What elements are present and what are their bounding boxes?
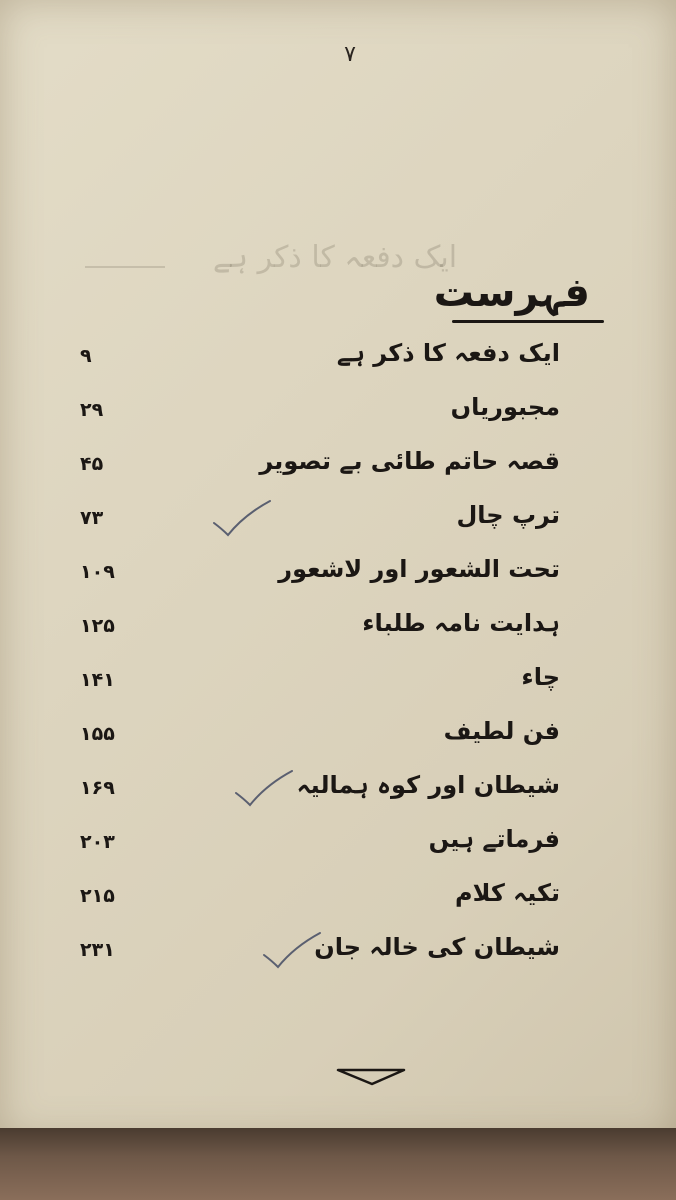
entry-page-number: ۱۴۱: [80, 669, 115, 691]
entry-title: ایک دفعہ کا ذکر ہے: [336, 339, 560, 367]
toc-entry: [60, 497, 560, 551]
toc-entry: [60, 821, 560, 875]
entry-page-number: ۷۳: [80, 507, 104, 529]
entry-page-number: ۲۳۱: [80, 939, 115, 961]
bleed-through-rule: [85, 266, 165, 268]
entry-title: شیطان اور کوہ ہمالیہ: [296, 771, 560, 799]
entry-title: ترپ چال: [456, 501, 560, 529]
entry-page-number: ۹: [80, 345, 92, 367]
entry-page-number: ۱۰۹: [80, 561, 115, 583]
entry-title: ہدایت نامہ طلباء: [362, 609, 560, 637]
toc-entry: [60, 659, 560, 713]
heading-underline: [452, 320, 604, 323]
end-ornament-icon: [336, 1066, 406, 1088]
toc-entry: [60, 335, 560, 389]
entry-title: فرماتے ہیں: [428, 825, 560, 853]
page-number: ۷: [344, 42, 356, 67]
table-of-contents: [60, 335, 560, 983]
entry-page-number: ۲۰۳: [80, 831, 115, 853]
entry-page-number: ۲۱۵: [80, 885, 115, 907]
entry-page-number: ۴۵: [80, 453, 104, 475]
bleed-through-heading: ایک دفعہ کا ذکر ہے: [212, 240, 458, 275]
toc-entry: [60, 929, 560, 983]
entry-title: چاء: [521, 663, 560, 691]
toc-entry: [60, 443, 560, 497]
pencil-checkmark-icon: [210, 497, 274, 541]
entry-title: مجبوریاں: [450, 393, 560, 421]
toc-entry: [60, 605, 560, 659]
entry-title: شیطان کی خالہ جان: [314, 933, 560, 961]
toc-entry: [60, 767, 560, 821]
toc-entry: [60, 551, 560, 605]
entry-page-number: ۲۹: [80, 399, 104, 421]
page-shadow-edge: [0, 1128, 676, 1200]
entry-title: قصہ حاتم طائی بے تصویر: [259, 447, 560, 475]
entry-title: تکیہ کلام: [455, 879, 560, 907]
toc-entry: [60, 713, 560, 767]
entry-title: فن لطیف: [443, 717, 560, 745]
pencil-checkmark-icon: [232, 767, 296, 811]
entry-title: تحت الشعور اور لاشعور: [278, 555, 560, 583]
entry-page-number: ۱۵۵: [80, 723, 115, 745]
toc-entry: [60, 389, 560, 443]
entry-page-number: ۱۶۹: [80, 777, 115, 799]
entry-page-number: ۱۲۵: [80, 615, 115, 637]
contents-heading: فہرست: [433, 270, 590, 316]
toc-entry: [60, 875, 560, 929]
